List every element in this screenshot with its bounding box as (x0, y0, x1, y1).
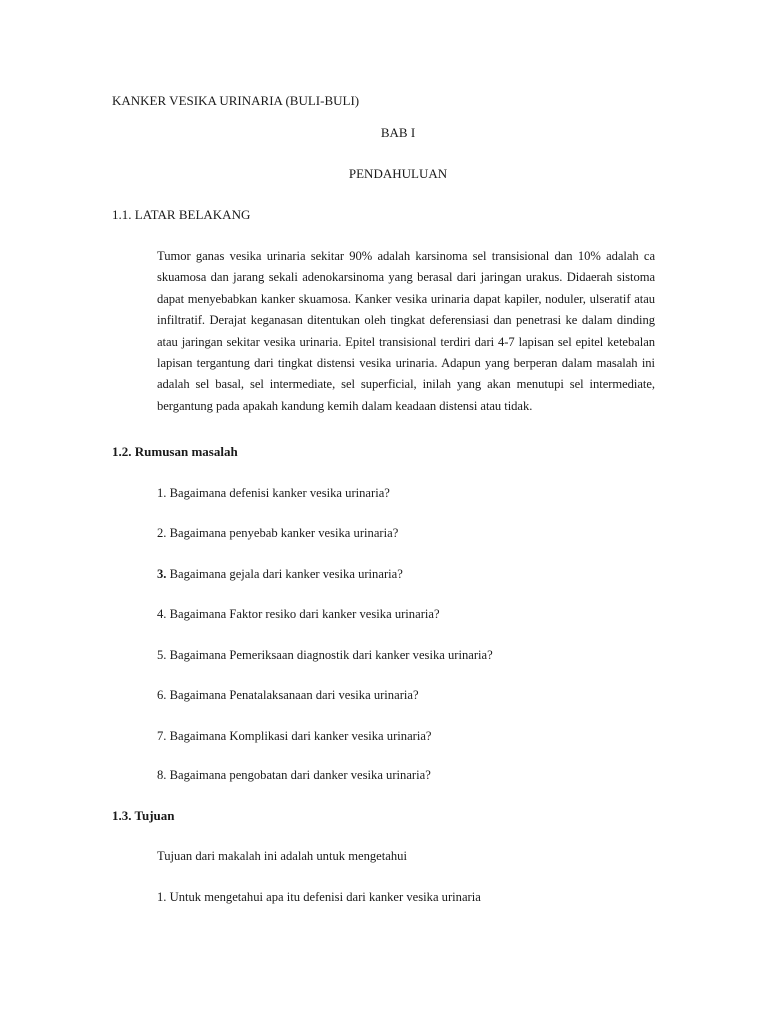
list-item (157, 526, 398, 541)
section-heading-tujuan: 1.3. Tujuan (112, 808, 175, 823)
list-item (157, 768, 431, 783)
list-item (157, 890, 481, 905)
list-item (157, 607, 440, 622)
list-item-text: Bagaimana Penatalaksanaan dari vesika urinaria? (166, 688, 419, 702)
section-heading-rumusan-masalah: 1.2. Rumusan masalah (112, 444, 238, 459)
list-item-text: Bagaimana defenisi kanker vesika urinaria? (166, 486, 390, 500)
list-item (157, 486, 390, 501)
list-item (157, 729, 432, 744)
list-item-text: Bagaimana gejala dari kanker vesika urinaria? (166, 567, 403, 581)
list-item-number: 1. (157, 486, 167, 500)
list-item-text: Bagaimana Faktor resiko dari kanker vesika urinaria? (166, 607, 440, 621)
list-item (157, 688, 419, 703)
list-item-text: Bagaimana penyebab kanker vesika urinaria? (166, 526, 399, 540)
list-item-number: 8. (157, 768, 167, 782)
chapter-title: PENDAHULUAN (348, 166, 448, 181)
list-item (157, 567, 403, 582)
list-item-number: 6. (157, 688, 167, 702)
list-item-number: 4. (157, 607, 167, 621)
list-item (157, 648, 493, 663)
list-item-text: Untuk mengetahui apa itu defenisi dari kanker vesika urinaria (166, 890, 481, 904)
list-item-number: 7. (157, 729, 167, 743)
background-paragraph: Tumor ganas vesika urinaria sekitar 90% adalah karsinoma sel transisional dan 10% adalah ca skuamosa dan jarang sekali adenokarsinoma yang berasal dari jaringan urakus. Didaerah sistoma dapat menyebabkan kanker skuamosa. Kanker vesika urinaria dapat kapiler, noduler, ulseratif atau infiltratif. Derajat keganasan ditentukan oleh tingkat deferensiasi dan penetrasi ke dalam dinding atau jaringan sekitar vesika urinaria. Epitel transisional terdiri dari 4-7 lapisan sel epitel ketebalan lapisan tergantung dari tingkat distensi vesika urinaria. Adapun yang berperan dalam masalah ini adalah sel basal, sel intermediate, sel superficial, inilah yang akan menutupi sel intermediate, bergantung pada apakah kandung kemih dalam keadaan distensi atau tidak. (157, 249, 655, 413)
list-item-number: 2. (157, 526, 167, 540)
document-title: KANKER VESIKA URINARIA (BULI-BULI) (112, 93, 360, 108)
list-item-number: 3. (157, 567, 167, 581)
tujuan-intro: Tujuan dari makalah ini adalah untuk mengetahui (157, 849, 407, 863)
chapter-number: BAB I (380, 125, 416, 140)
section-heading-latar-belakang: 1.1. LATAR BELAKANG (112, 207, 251, 222)
list-item-text: Bagaimana pengobatan dari danker vesika urinaria? (166, 768, 431, 782)
list-item-text: Bagaimana Komplikasi dari kanker vesika urinaria? (166, 729, 432, 743)
list-item-number: 5. (157, 648, 167, 662)
list-item-number: 1. (157, 890, 167, 904)
list-item-text: Bagaimana Pemeriksaan diagnostik dari kanker vesika urinaria? (166, 648, 493, 662)
